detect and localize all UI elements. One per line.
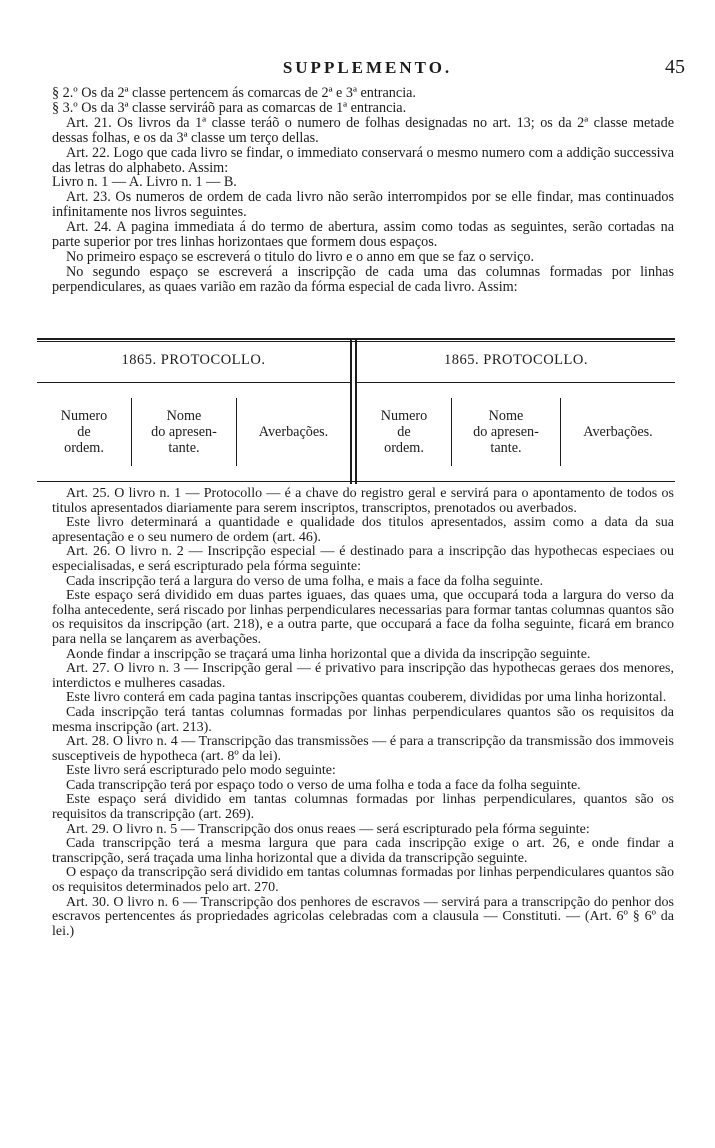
paragraph: Cada transcripção terá a mesma largura que para cada inscripção exige o art. 26, e onde findar a transcripção, será traçada uma linha horizontal que a divida da transcripção seguinte. bbox=[52, 836, 674, 866]
ledger-caption-rule bbox=[357, 382, 675, 383]
paragraph: Este espaço será dividido em duas partes iguaes, das quaes uma, que occupará toda a largura do verso da folha antecedente, será riscado por linhas perpendiculares necessarias para formar tantas columnas quantos são os requisitos da inscripção (art. 218), e a outra parte, que occupará a face da folha seguinte, ficará em branco para nella se lançarem as averbações. bbox=[52, 588, 674, 647]
header-line: Numero bbox=[60, 408, 108, 424]
column-header-averbacoes bbox=[237, 398, 350, 466]
paragraph: Cada inscripção terá a largura do verso de uma folha, e mais a face da folha seguinte. bbox=[66, 573, 544, 589]
paragraph: Cada transcripção terá por espaço todo o verso de uma folha e toda a face da folha seguinte. bbox=[66, 777, 581, 793]
column-header-nome bbox=[132, 398, 237, 466]
header-line: Nome bbox=[488, 408, 524, 424]
paragraph: Art. 29. O livro n. 5 — Transcripção dos onus reaes — será escripturado pela fórma seguinte: bbox=[66, 821, 590, 837]
paragraph: Art. 27. O livro n. 3 — Inscripção geral — é privativo para inscripção das hypothecas geraes dos menores, interdictos e mulheres casadas. bbox=[52, 661, 674, 691]
column-header-numero bbox=[357, 398, 452, 466]
header-line: tante. bbox=[168, 440, 200, 456]
header-line: ordem. bbox=[64, 440, 104, 456]
paragraph: Art. 30. O livro n. 6 — Transcripção dos penhores de escravos — servirá para a transcripção do penhor dos escravos pertencentes ás propriedades agricolas celebradas com a clausula — Constituti. — (Art. 6º § 6º da lei.) bbox=[52, 894, 674, 939]
paragraph: Art. 24. A pagina immediata á do termo de abertura, assim como todas as seguintes, serão cortadas na parte superior por tres linhas horizontaes que formem dous espaços. bbox=[52, 219, 674, 251]
header-line: Numero bbox=[380, 408, 428, 424]
paragraph: Este livro será escripturado pelo modo seguinte: bbox=[66, 763, 336, 779]
page-header bbox=[50, 54, 685, 84]
paragraph: Aonde findar a inscripção se traçará uma linha horizontal que a divida da inscripção seguinte. bbox=[66, 646, 591, 662]
header-line: do apresen- bbox=[473, 424, 539, 440]
paragraph: Art. 25. O livro n. 1 — Protocollo — é a chave do registro geral e servirá para o apontamento de todos os titulos apresentados diariamente para serem inscriptos, transcriptos, prenotados ou averbados. bbox=[52, 486, 674, 516]
header-line: de bbox=[77, 424, 91, 440]
ledger-left-page bbox=[37, 338, 350, 484]
page-number: 45 bbox=[665, 56, 685, 78]
column-header-nome bbox=[452, 398, 561, 466]
paragraph: § 2.º Os da 2ª classe pertencem ás comarcas de 2ª e 3ª entrancia. bbox=[52, 85, 416, 101]
column-header-averbacoes bbox=[561, 398, 675, 466]
paragraph: § 3.º Os da 3ª classe serviráõ para as comarcas de 1ª entrancia. bbox=[52, 99, 407, 116]
ledger-center-rule bbox=[350, 338, 352, 484]
ledger-caption-rule bbox=[37, 382, 350, 383]
header-line: Averbações. bbox=[583, 424, 653, 440]
text-block-top bbox=[52, 86, 674, 295]
text-block-bottom bbox=[52, 487, 674, 939]
running-title: SUPPLEMENTO. bbox=[282, 58, 453, 77]
header-line: do apresen- bbox=[151, 424, 217, 440]
paragraph: O espaço da transcripção será dividido em tantas columnas formadas por linhas perpendiculares quantos são os requisitos determinados pelo art. 270. bbox=[52, 865, 674, 896]
paragraph: Art. 26. O livro n. 2 — Inscripção especial — é destinado para a inscripção das hypothecas especiaes ou especialisadas, e será escripturado pela fórma seguinte: bbox=[52, 544, 674, 574]
column-header-numero bbox=[37, 398, 132, 466]
paragraph: Livro n. 1 — A. Livro n. 1 — B. bbox=[52, 174, 237, 191]
ledger-column-headers bbox=[357, 398, 675, 466]
paragraph: Este espaço será dividido em tantas columnas formadas por linhas perpendiculares, quantos são os requisitos da transcripção (art. 269). bbox=[52, 792, 674, 823]
paragraph: Cada inscripção terá tantas columnas formadas por linhas perpendiculares quantos são os requisitos da mesma inscripção (art. 213). bbox=[52, 704, 674, 735]
paragraph: No segundo espaço se escreverá a inscripção de cada uma das columnas formadas por linhas perpendiculares, as quaes varião em razão da fórma especial de cada livro. Assim: bbox=[52, 263, 674, 295]
paragraph: No primeiro espaço se escreverá o titulo do livro e o anno em que se faz o serviço. bbox=[66, 248, 535, 265]
paragraph: Este livro conterá em cada pagina tantas inscripções quantas couberem, divididas por uma linha horizontal. bbox=[66, 690, 667, 706]
ledger-column-headers bbox=[37, 398, 350, 466]
ledger-caption: 1865. PROTOCOLLO. bbox=[121, 352, 266, 368]
header-line: Nome bbox=[166, 408, 202, 424]
header-line: de bbox=[397, 424, 411, 440]
header-line: ordem. bbox=[384, 440, 424, 456]
header-line: Averbações. bbox=[258, 424, 329, 440]
ledger-caption: 1865. PROTOCOLLO. bbox=[444, 352, 588, 368]
paragraph: Este livro determinará a quantidade e qualidade dos titulos apresentados, assim como a data da sua apresentação e o seu numero de ordem (art. 46). bbox=[52, 515, 674, 545]
ledger-right-page bbox=[357, 338, 675, 484]
protocollo-ledger-figure bbox=[37, 338, 675, 484]
paragraph: Art. 21. Os livros da 1ª classe teráõ o numero de folhas designadas no art. 13; os da 2ª classe metade dessas folhas, e os da 3ª classe um terço dellas. bbox=[52, 114, 674, 146]
header-line: tante. bbox=[490, 440, 522, 456]
paragraph: Art. 23. Os numeros de ordem de cada livro não serão interrompidos por se elle findar, mas continuados infinitamente nos livros seguintes. bbox=[52, 189, 674, 221]
paragraph: Art. 22. Logo que cada livro se findar, o immediato conservará o mesmo numero com a addição successiva das letras do alphabeto. Assim: bbox=[52, 144, 674, 176]
paragraph: Art. 28. O livro n. 4 — Transcripção das transmissões — é para a transcripção da transmissão dos immoveis susceptiveis de hypotheca (art. 8º da lei). bbox=[52, 734, 674, 764]
